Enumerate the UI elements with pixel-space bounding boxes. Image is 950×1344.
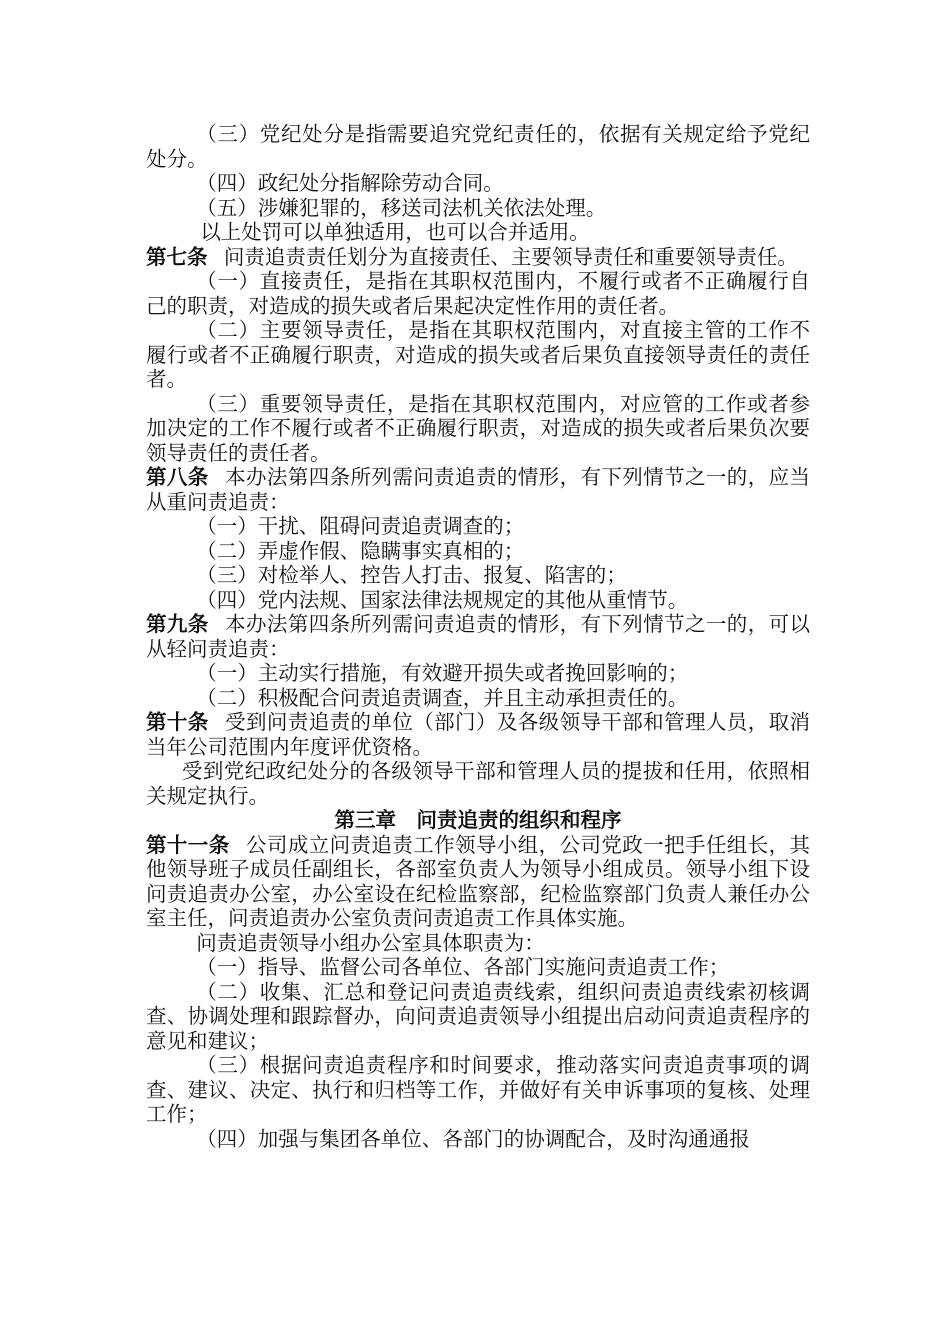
body-paragraph: 受到党纪政纪处分的各级领导干部和管理人员的提拔和任用，依照相关规定执行。 <box>146 759 810 808</box>
item-paragraph: （三）根据问责追责程序和时间要求，推动落实问责追责事项的调查、建议、决定、执行和归档等工作，并做好有关申诉事项的复核、处理工作； <box>146 1053 810 1126</box>
item-paragraph: （四）政纪处分指解除劳动合同。 <box>196 171 504 195</box>
article-text: 本办法第四条所列需问责追责的情形，有下列情节之一的，可以从轻问责追责： <box>146 612 811 661</box>
chapter-title: 问责追责的组织和程序 <box>416 808 622 832</box>
article-10 <box>146 710 810 759</box>
item-paragraph: （三）对检举人、控告人打击、报复、陷害的； <box>196 563 627 587</box>
article-8 <box>146 465 810 514</box>
item-paragraph: （一）干扰、阻碍问责追责调查的； <box>196 514 525 538</box>
item-paragraph: （四）加强与集团各单位、各部门的协调配合，及时沟通通报 <box>196 1126 750 1151</box>
item-paragraph: （一）直接责任，是指在其职权范围内，不履行或者不正确履行自己的职责，对造成的损失或者后果起决定性作用的责任者。 <box>146 269 810 318</box>
article-text: 公司成立问责追责工作领导小组，公司党政一把手任组长，其他领导班子成员任副组长，各部室负责人为领导小组成员。领导小组下设问责追责办公室，办公室设在纪检监察部，纪检监察部门负责人兼任办公室主任，问责追责办公室负责问责追责工作具体实施。 <box>146 832 811 930</box>
chapter-number: 第三章 <box>334 808 396 832</box>
item-paragraph: （三）重要领导责任，是指在其职权范围内，对应管的工作或者参加决定的工作不履行或者不正确履行职责，对造成的损失或者后果负次要领导责任的责任者。 <box>146 391 810 465</box>
item-paragraph: （一）指导、监督公司各单位、各部门实施问责追责工作； <box>196 955 730 979</box>
item-paragraph: （二）主要领导责任，是指在其职权范围内，对直接主管的工作不履行或者不正确履行职责，对造成的损失或者后果负直接领导责任的责任者。 <box>146 318 810 391</box>
article-text: 问责追责责任划分为直接责任、主要领导责任和重要领导责任。 <box>223 244 798 269</box>
chapter-heading <box>146 808 810 833</box>
article-text: 受到问责追责的单位（部门）及各级领导干部和管理人员，取消当年公司范围内年度评优资格。 <box>146 710 811 759</box>
document-page <box>146 122 810 1151</box>
article-11 <box>146 833 810 931</box>
item-paragraph: （二）收集、汇总和登记问责追责线索，组织问责追责线索初核调查、协调处理和跟踪督办，向问责追责领导小组提出启动问责追责程序的意见和建议； <box>146 979 810 1053</box>
article-title: 第十条 <box>146 710 209 734</box>
article-title: 第八条 <box>146 465 209 489</box>
article-title: 第十一条 <box>146 832 230 857</box>
item-paragraph: （二）积极配合问责追责调查，并且主动承担责任的。 <box>196 685 689 710</box>
note-paragraph: 以上处罚可以单独适用，也可以合并适用。 <box>200 220 590 244</box>
article-title: 第九条 <box>146 612 209 636</box>
article-title: 第七条 <box>146 244 208 269</box>
article-text: 本办法第四条所列需问责追责的情形，有下列情节之一的，应当从重问责追责： <box>146 465 811 514</box>
item-paragraph: （四）党内法规、国家法律法规规定的其他从重情节。 <box>196 587 689 612</box>
item-paragraph: （五）涉嫌犯罪的，移送司法机关依法处理。 <box>196 195 607 220</box>
article-7 <box>146 245 810 270</box>
item-paragraph: （三）党纪处分是指需要追究党纪责任的，依据有关规定给予党纪处分。 <box>146 122 810 171</box>
item-paragraph: 问责追责领导小组办公室具体职责为： <box>196 930 545 955</box>
item-paragraph: （一）主动实行措施，有效避开损失或者挽回影响的； <box>196 661 689 685</box>
item-paragraph: （二）弄虚作假、隐瞒事实真相的； <box>196 538 525 563</box>
article-9 <box>146 612 810 661</box>
